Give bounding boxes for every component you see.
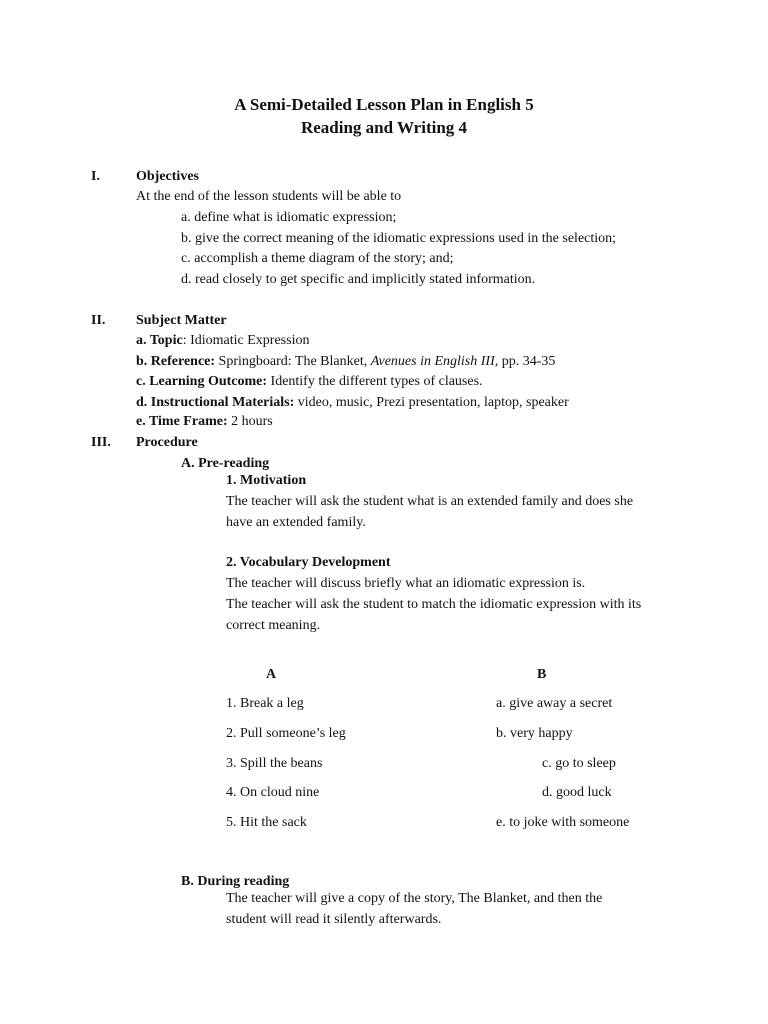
during-reading-heading: B. During reading (181, 874, 290, 889)
reference-book-title: Avenues in English III, (370, 354, 499, 369)
document-subtitle: Reading and Writing 4 (300, 118, 468, 137)
section-number-procedure: III. (91, 435, 111, 450)
column-b-item: e. to joke with someone (496, 815, 630, 830)
column-a-item: 3. Spill the beans (226, 756, 323, 771)
section-heading-subject: Subject Matter (136, 313, 227, 328)
objective-item: c. accomplish a theme diagram of the story; and; (181, 251, 454, 266)
pre-reading-heading: A. Pre-reading (181, 456, 270, 471)
column-b-item: b. very happy (496, 726, 573, 741)
subject-reference (136, 354, 555, 370)
time-label: e. Time Frame: (136, 414, 228, 429)
column-b-item: c. go to sleep (542, 756, 616, 771)
time-value: 2 hours (227, 414, 273, 429)
subject-time-frame (136, 414, 273, 430)
outcome-value: Identify the different types of clauses. (267, 374, 483, 389)
column-b-header: B (537, 667, 547, 682)
reference-source: Springboard: The Blanket, (215, 354, 371, 369)
subject-topic (136, 333, 309, 349)
column-a-header: A (266, 667, 277, 682)
objective-item: b. give the correct meaning of the idiomatic expressions used in the selection; (181, 231, 617, 246)
section-heading-objectives: Objectives (136, 169, 199, 184)
section-heading-procedure: Procedure (136, 435, 198, 450)
motivation-text: The teacher will ask the student what is an extended family and does she (226, 494, 634, 509)
during-reading-text: The teacher will give a copy of the story, The Blanket, and then the (226, 891, 603, 906)
materials-value: video, music, Prezi presentation, laptop, speaker (294, 395, 569, 410)
objective-item: a. define what is idiomatic expression; (181, 210, 397, 225)
column-a-item: 2. Pull someone’s leg (226, 726, 346, 741)
section-number-subject: II. (91, 313, 106, 328)
motivation-heading: 1. Motivation (226, 473, 307, 488)
objective-item: d. read closely to get specific and implicitly stated information. (181, 272, 536, 287)
vocabulary-heading: 2. Vocabulary Development (226, 555, 391, 570)
topic-value: : Idiomatic Expression (182, 333, 310, 348)
topic-label: a. Topic (136, 333, 183, 348)
materials-label: d. Instructional Materials: (136, 395, 295, 410)
column-b-item: a. give away a secret (496, 696, 613, 711)
motivation-text: have an extended family. (226, 515, 366, 530)
subject-outcome (136, 374, 483, 390)
document-title: A Semi-Detailed Lesson Plan in English 5 (234, 95, 534, 114)
outcome-label: c. Learning Outcome: (136, 374, 268, 389)
column-a-item: 5. Hit the sack (226, 815, 307, 830)
vocabulary-text: The teacher will discuss briefly what an idiomatic expression is. (226, 576, 586, 591)
during-reading-text: student will read it silently afterwards. (226, 912, 442, 927)
column-a-item: 4. On cloud nine (226, 785, 320, 800)
column-a-item: 1. Break a leg (226, 696, 304, 711)
section-number-objectives: I. (91, 169, 100, 184)
reference-label: b. Reference: (136, 354, 216, 369)
vocabulary-text: The teacher will ask the student to match the idiomatic expression with its (226, 597, 642, 612)
subject-materials (136, 395, 569, 411)
reference-pages: pp. 34-35 (498, 354, 556, 369)
objectives-intro: At the end of the lesson students will be able to (136, 189, 402, 204)
vocabulary-text: correct meaning. (226, 618, 321, 633)
column-b-item: d. good luck (542, 785, 612, 800)
